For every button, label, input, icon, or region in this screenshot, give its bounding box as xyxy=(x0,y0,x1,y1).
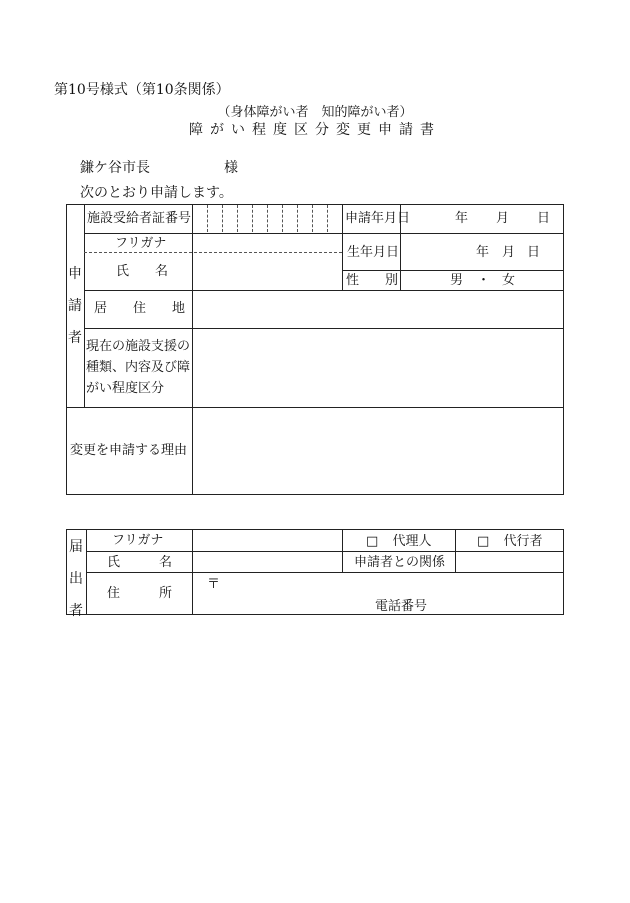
birth-date-label: 生年月日 xyxy=(347,245,400,260)
checkbox-icon: □ xyxy=(366,534,379,549)
digit-separator xyxy=(222,205,223,232)
birth-month: 月 xyxy=(502,245,516,260)
cert-number-label: 施設受給者証番号 xyxy=(87,211,192,226)
form-number: 第10号様式（第10条関係） xyxy=(54,82,230,98)
digit-separator xyxy=(207,205,208,232)
proxy-checkbox[interactable] xyxy=(366,534,431,549)
birth-year: 年 xyxy=(476,245,490,260)
proxy-label: 代理人 xyxy=(392,534,432,549)
digit-separator xyxy=(252,205,253,232)
relation-label: 申請者との関係 xyxy=(354,555,446,570)
phone-label: 電話番号 xyxy=(375,599,428,614)
date-month: 月 xyxy=(496,211,510,226)
form-subtitle: （身体障がい者 知的障がい者） xyxy=(217,105,413,120)
reason-input[interactable] xyxy=(193,408,563,494)
sex-label: 性 別 xyxy=(346,273,399,288)
digit-separator xyxy=(297,205,298,232)
digit-separator xyxy=(327,205,328,232)
birth-day: 日 xyxy=(527,245,541,260)
current-support-input[interactable] xyxy=(193,329,563,406)
agent-label: 代行者 xyxy=(503,534,543,549)
intro-text: 次のとおり申請します。 xyxy=(80,185,233,201)
notifier-address-label: 住 所 xyxy=(107,586,173,601)
furigana-input[interactable] xyxy=(193,234,341,252)
checkbox-icon: □ xyxy=(477,534,490,549)
notifier-furigana-label: フリガナ xyxy=(112,533,164,548)
digit-separator xyxy=(267,205,268,232)
notifier-furigana-input[interactable] xyxy=(193,530,341,550)
relation-input[interactable] xyxy=(456,552,563,571)
form-title: 障がい程度区分変更申請書 xyxy=(189,122,441,138)
name-input[interactable] xyxy=(193,253,341,289)
digit-separator xyxy=(237,205,238,232)
honorific: 様 xyxy=(224,160,238,176)
agent-checkbox[interactable] xyxy=(477,534,542,549)
notifier-name-input[interactable] xyxy=(193,552,341,571)
name-label: 氏 名 xyxy=(116,264,169,279)
address-label: 居 住 地 xyxy=(94,301,186,316)
sex-separator: ・ xyxy=(477,273,491,288)
application-date-label: 申請年月日 xyxy=(345,211,411,226)
furigana-label: フリガナ xyxy=(115,236,167,251)
current-support-label: 現在の施設支援の 種類、内容及び障 がい程度区分 xyxy=(86,339,191,396)
postal-mark: 〒 xyxy=(207,577,221,592)
sex-female[interactable]: 女 xyxy=(502,273,516,288)
date-day: 日 xyxy=(537,211,551,226)
notifier-address-input[interactable] xyxy=(220,574,563,614)
address-input[interactable] xyxy=(193,291,563,327)
date-year: 年 xyxy=(455,211,469,226)
notifier-name-label: 氏 名 xyxy=(107,555,173,570)
addressee: 鎌ケ谷市長 xyxy=(80,160,150,176)
digit-separator xyxy=(282,205,283,232)
reason-label: 変更を申請する理由 xyxy=(70,443,188,458)
digit-separator xyxy=(312,205,313,232)
sex-male[interactable]: 男 xyxy=(450,273,464,288)
notifier-side-label: 届 出 者 xyxy=(69,539,83,619)
applicant-side-label: 申 請 者 xyxy=(68,266,82,346)
